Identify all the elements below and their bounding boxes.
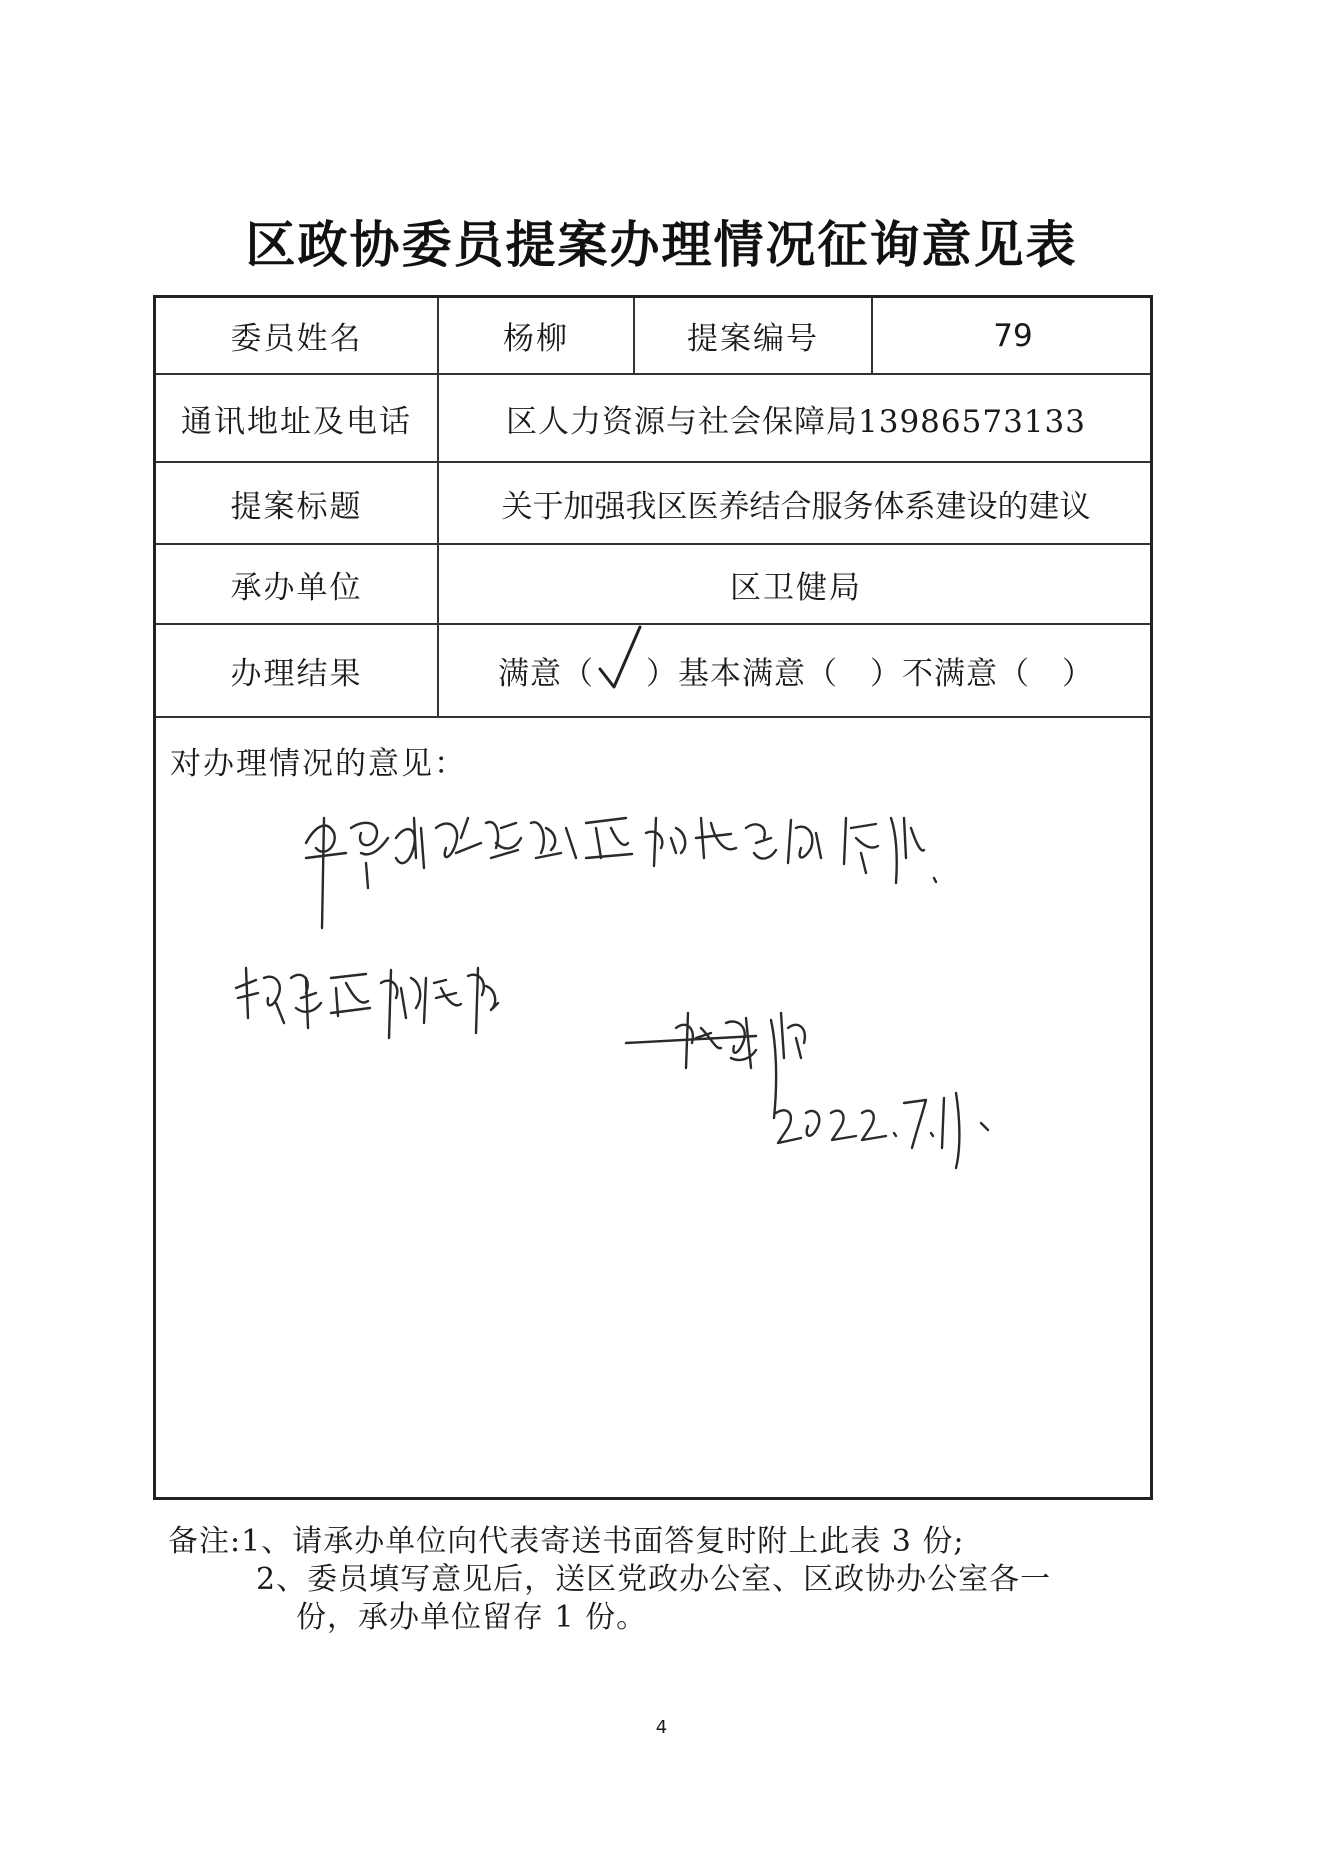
- satisfied-option: 满意（: [498, 656, 594, 692]
- contact-label: 通讯地址及电话: [181, 403, 412, 440]
- note-line-2: 2、委员填写意见后，送区党政办公室、区政协办公室各一: [256, 1562, 1052, 1597]
- not-satisfied-option: ）不满意（: [870, 656, 1030, 692]
- opinion-label: 对办理情况的意见：: [170, 746, 467, 782]
- result-label: 办理结果: [230, 656, 363, 692]
- contact-value: 区人力资源与社会保障局13986573133: [506, 403, 1086, 440]
- handwritten-opinion: [156, 298, 1151, 1498]
- note-line-1: 备注:1、请承办单位向代表寄送书面答复时附上此表 3 份;: [168, 1524, 965, 1559]
- proposal-number-value: 79: [993, 317, 1033, 354]
- member-name-value: 杨柳: [503, 321, 569, 357]
- page-number: 4: [655, 1717, 668, 1738]
- footnotes: [168, 1523, 1178, 1637]
- proposal-title-value: 关于加强我区医养结合服务体系建设的建议: [501, 488, 1091, 525]
- proposal-number-label: 提案编号: [687, 321, 819, 357]
- basic-satisfied-option: ）基本满意（: [646, 656, 838, 692]
- result-options-end: ）: [1062, 656, 1094, 692]
- handling-unit-label: 承办单位: [230, 569, 363, 606]
- opinion-form: [153, 295, 1153, 1500]
- handling-unit-value: 区卫健局: [730, 569, 862, 606]
- member-name-label: 委员姓名: [230, 321, 363, 357]
- page-title: 区政协委员提案办理情况征询意见表: [245, 216, 1078, 274]
- proposal-title-label: 提案标题: [230, 488, 363, 525]
- note-line-3: 份，承办单位留存 1 份。: [296, 1600, 648, 1635]
